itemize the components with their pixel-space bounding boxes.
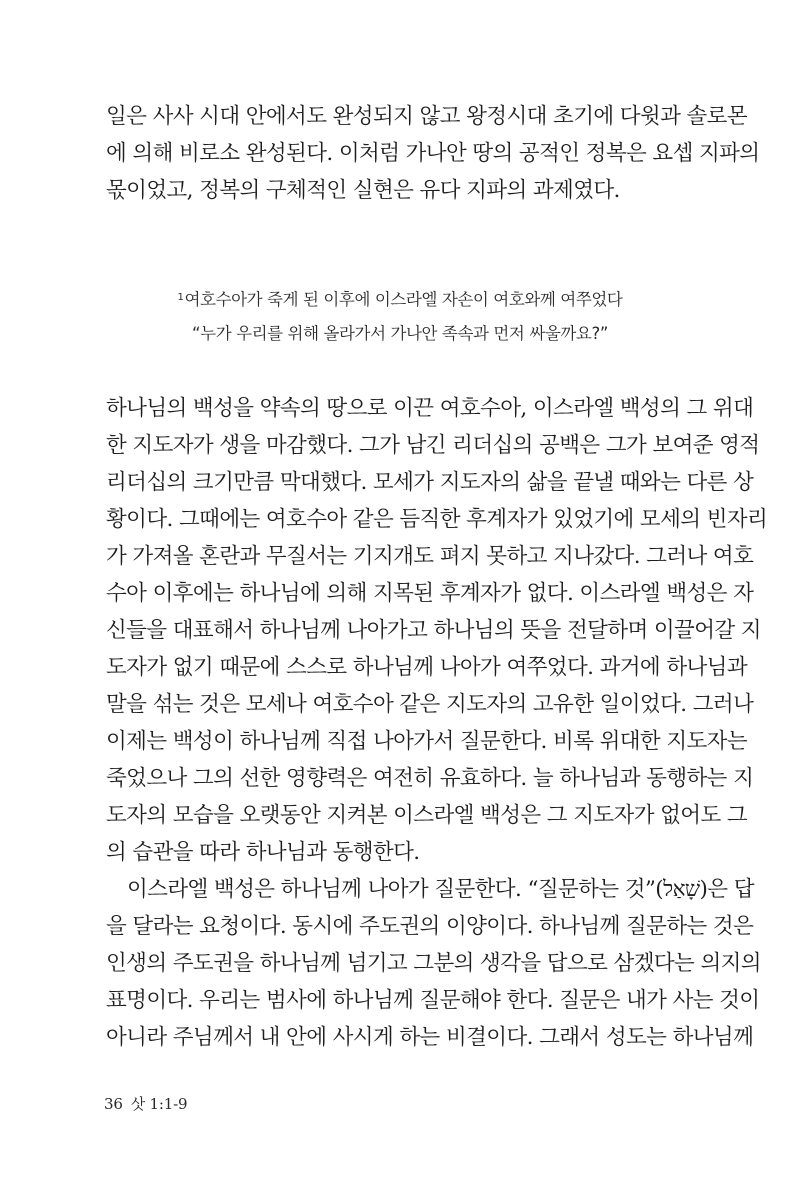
body-paragraph bbox=[106, 871, 761, 1056]
verse-line-1 bbox=[0, 286, 800, 310]
text-line: 표명이다. 우리는 범사에 하나님께 질문해야 한다. 질문은 내가 사는 것이 bbox=[106, 988, 760, 1013]
text-line: 이스라엘 백성은 하나님께 나아가 질문한다. “질문하는 것”(שָׁאַל)은 답 bbox=[127, 877, 754, 902]
verse-line-2 bbox=[0, 320, 800, 344]
text-line: 아니라 주님께서 내 안에 사시게 하는 비결이다. 그래서 성도는 하나님께 bbox=[106, 1025, 754, 1050]
text-line: 일은 사사 시대 안에서도 완성되지 않고 왕정시대 초기에 다윗과 솔로몬 bbox=[106, 104, 748, 129]
verse-text-1: 여호수아가 죽게 된 이후에 이스라엘 자손이 여호와께 여쭈었다 bbox=[184, 290, 623, 309]
text-line: 도자가 없기 때문에 스스로 하나님께 나아가 여쭈었다. 과거에 하나님과 bbox=[106, 655, 748, 680]
text-line: 신들을 대표해서 하나님께 나아가고 하나님의 뜻을 전달하며 이끌어갈 지 bbox=[106, 618, 761, 643]
text-line: 의 습관을 따라 하나님과 동행한다. bbox=[106, 840, 420, 865]
text-line: 가 가져올 혼란과 무질서는 기지개도 펴지 못하고 지나갔다. 그러나 여호 bbox=[106, 544, 754, 569]
text-line: 죽었으나 그의 선한 영향력은 여전히 유효하다. 늘 하나님과 동행하는 지 bbox=[106, 766, 754, 791]
text-line: 인생의 주도권을 하나님께 넘기고 그분의 생각을 답으로 삼겠다는 의지의 bbox=[106, 951, 761, 976]
text-line: 리더십의 크기만큼 막대했다. 모세가 지도자의 삶을 끝낼 때와는 다른 상 bbox=[106, 470, 754, 495]
chapter-reference: 삿 1:1-9 bbox=[130, 1095, 188, 1113]
verse-text-2: “누가 우리를 위해 올라가서 가나안 족속과 먼저 싸울까요?” bbox=[192, 324, 608, 343]
page-number: 36 bbox=[104, 1095, 123, 1113]
text-line: 수아 이후에는 하나님에 의해 지목된 후계자가 없다. 이스라엘 백성은 자 bbox=[106, 581, 754, 606]
text-line: 하나님의 백성을 약속의 땅으로 이끈 여호수아, 이스라엘 백성의 그 위대 bbox=[106, 396, 754, 421]
text-line: 황이다. 그때에는 여호수아 같은 듬직한 후계자가 있었기에 모세의 빈자리 bbox=[106, 507, 768, 532]
text-line: 말을 섞는 것은 모세나 여호수아 같은 지도자의 고유한 일이었다. 그러나 bbox=[106, 692, 754, 717]
text-line: 도자의 모습을 오랫동안 지켜본 이스라엘 백성은 그 지도자가 없어도 그 bbox=[106, 803, 748, 828]
text-line: 을 달라는 요청이다. 동시에 주도권의 이양이다. 하나님께 질문하는 것은 bbox=[106, 914, 754, 939]
text-line: 에 의해 비로소 완성된다. 이처럼 가나안 땅의 공적인 정복은 요셉 지파의 bbox=[106, 141, 760, 166]
page-footer bbox=[104, 1093, 187, 1114]
text-line: 한 지도자가 생을 마감했다. 그가 남긴 리더십의 공백은 그가 보여준 영적 bbox=[106, 433, 760, 458]
text-line: 이제는 백성이 하나님께 직접 나아가서 질문한다. 비록 위대한 지도자는 bbox=[106, 729, 748, 754]
top-paragraph bbox=[106, 98, 760, 209]
verse-number: 1 bbox=[177, 292, 184, 303]
body-paragraph bbox=[106, 390, 768, 871]
text-line: 몫이었고, 정복의 구체적인 실현은 유다 지파의 과제였다. bbox=[106, 178, 620, 203]
